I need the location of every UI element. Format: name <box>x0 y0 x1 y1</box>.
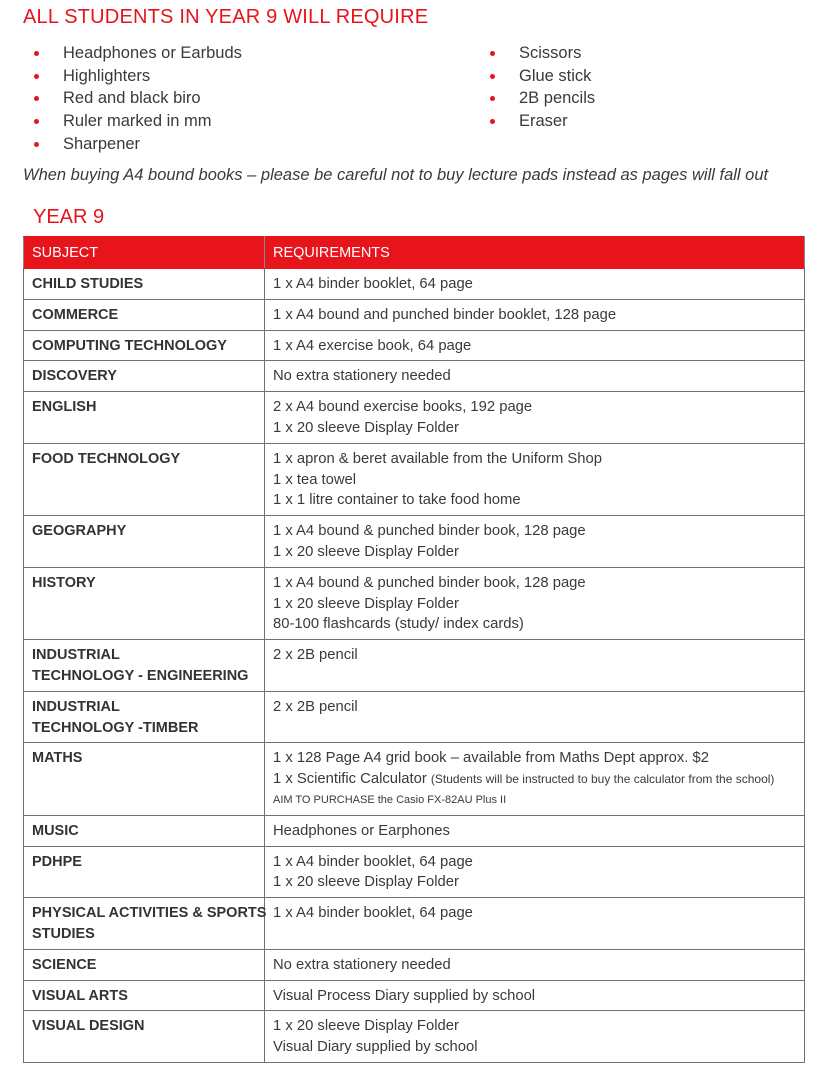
table-row <box>24 443 805 515</box>
requirements-cell: 1 x A4 binder booklet, 64 page <box>265 269 805 300</box>
requirements-cell: 2 x A4 bound exercise books, 192 page 1 x 20 sleeve Display Folder <box>265 392 805 444</box>
requirements-cell: 1 x apron & beret available from the Uniform Shop 1 x tea towel 1 x 1 litre container to take food home <box>265 443 805 515</box>
requirements-cell: Visual Process Diary supplied by school <box>265 980 805 1011</box>
requirements-cell: 1 x 128 Page A4 grid book – available from Maths Dept approx. $2 1 x Scientific Calculator (Students will be instructed to buy the calculator from the school) AIM TO PURCHASE the Casio FX-82AU Plus II <box>265 743 805 815</box>
table-row <box>24 898 805 950</box>
bullet-icon <box>490 74 495 79</box>
table-row <box>24 640 805 692</box>
requirements-cell: No extra stationery needed <box>265 949 805 980</box>
list-item: 2B pencils <box>490 87 595 110</box>
table-row <box>24 691 805 743</box>
required-items-left <box>34 42 242 155</box>
subject-cell: MATHS <box>24 743 265 815</box>
list-item: Glue stick <box>490 65 595 88</box>
requirements-cell: 1 x A4 bound and punched binder booklet, 128 page <box>265 299 805 330</box>
requirements-cell: 1 x A4 exercise book, 64 page <box>265 330 805 361</box>
bullet-icon <box>34 51 39 56</box>
subject-cell: INDUSTRIAL TECHNOLOGY - ENGINEERING <box>24 640 265 692</box>
table-row <box>24 980 805 1011</box>
table-row <box>24 516 805 568</box>
subject-cell: COMPUTING TECHNOLOGY <box>24 330 265 361</box>
bullet-icon <box>34 142 39 147</box>
requirements-cell: 2 x 2B pencil <box>265 640 805 692</box>
subject-cell: COMMERCE <box>24 299 265 330</box>
subject-cell: PDHPE <box>24 846 265 898</box>
table-row <box>24 949 805 980</box>
subject-cell: VISUAL ARTS <box>24 980 265 1011</box>
subject-cell: VISUAL DESIGN <box>24 1011 265 1063</box>
subject-cell: CHILD STUDIES <box>24 269 265 300</box>
subject-cell: MUSIC <box>24 815 265 846</box>
table-row <box>24 361 805 392</box>
buying-note: When buying A4 bound books – please be careful not to buy lecture pads instead as pages will fall out <box>23 166 769 184</box>
requirements-cell: 1 x A4 bound & punched binder book, 128 page 1 x 20 sleeve Display Folder 80-100 flashcards (study/ index cards) <box>265 567 805 639</box>
table-header-row <box>24 237 805 269</box>
table-row <box>24 392 805 444</box>
table-row <box>24 846 805 898</box>
list-item: Eraser <box>490 110 595 133</box>
table-row <box>24 815 805 846</box>
subject-cell: HISTORY <box>24 567 265 639</box>
requirements-cell: 2 x 2B pencil <box>265 691 805 743</box>
subject-cell: INDUSTRIAL TECHNOLOGY -TIMBER <box>24 691 265 743</box>
year-heading: YEAR 9 <box>33 206 105 228</box>
bullet-icon <box>34 119 39 124</box>
requirements-cell: 1 x A4 binder booklet, 64 page <box>265 898 805 950</box>
table-row <box>24 567 805 639</box>
table-row <box>24 269 805 300</box>
requirements-column-header: REQUIREMENTS <box>265 237 805 269</box>
subject-cell: PHYSICAL ACTIVITIES & SPORTS STUDIES <box>24 898 265 950</box>
bullet-icon <box>34 74 39 79</box>
requirements-cell: 1 x A4 bound & punched binder book, 128 page 1 x 20 sleeve Display Folder <box>265 516 805 568</box>
list-item: Highlighters <box>34 65 242 88</box>
subject-column-header: SUBJECT <box>24 237 265 269</box>
requirements-cell: No extra stationery needed <box>265 361 805 392</box>
table-row <box>24 743 805 815</box>
subject-cell: FOOD TECHNOLOGY <box>24 443 265 515</box>
subject-cell: GEOGRAPHY <box>24 516 265 568</box>
main-heading: ALL STUDENTS IN YEAR 9 WILL REQUIRE <box>23 6 429 28</box>
bullet-icon <box>490 119 495 124</box>
subject-cell: SCIENCE <box>24 949 265 980</box>
requirements-cell: 1 x 20 sleeve Display Folder Visual Diary supplied by school <box>265 1011 805 1063</box>
list-item: Headphones or Earbuds <box>34 42 242 65</box>
subject-cell: DISCOVERY <box>24 361 265 392</box>
list-item: Ruler marked in mm <box>34 110 242 133</box>
bullet-icon <box>490 51 495 56</box>
subject-cell: ENGLISH <box>24 392 265 444</box>
table-row <box>24 1011 805 1063</box>
table-row <box>24 299 805 330</box>
table-row <box>24 330 805 361</box>
bullet-icon <box>34 96 39 101</box>
list-item: Sharpener <box>34 133 242 156</box>
requirements-cell: Headphones or Earphones <box>265 815 805 846</box>
bullet-icon <box>490 96 495 101</box>
requirements-cell: 1 x A4 binder booklet, 64 page 1 x 20 sleeve Display Folder <box>265 846 805 898</box>
required-items-right <box>490 42 595 133</box>
list-item: Red and black biro <box>34 87 242 110</box>
list-item: Scissors <box>490 42 595 65</box>
requirements-table <box>23 236 805 1063</box>
